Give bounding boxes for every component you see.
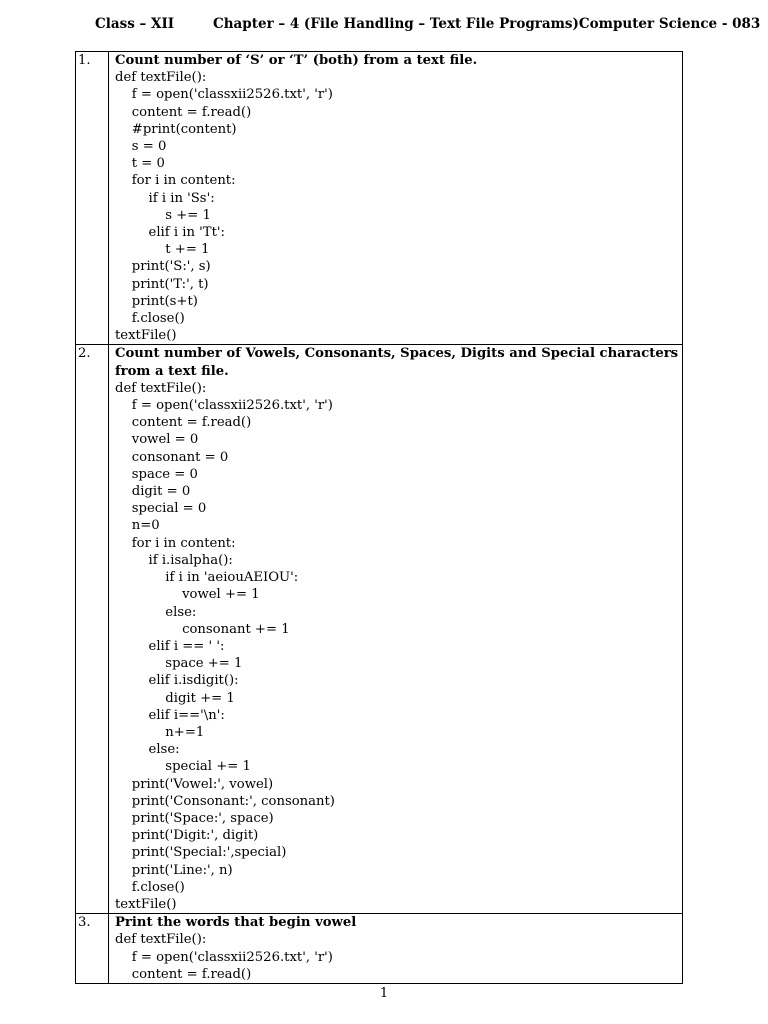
code-line: space += 1 xyxy=(115,656,243,672)
code-line: content = f.read() xyxy=(115,104,252,120)
chapter-label: Chapter – 4 (File Handling – Text File Programs)Computer Science - 083 xyxy=(213,16,761,32)
code-line: print('Space:', space) xyxy=(115,810,274,826)
code-line: content = f.read() xyxy=(115,415,252,431)
code-line: content = f.read() xyxy=(115,966,252,982)
code-line: for i in content: xyxy=(115,535,236,551)
code-line: t = 0 xyxy=(115,156,165,172)
page-header xyxy=(0,16,768,36)
code-line: vowel += 1 xyxy=(115,587,260,603)
question-title: Count number of ‘S’ or ‘T’ (both) from a text file. xyxy=(115,53,478,68)
code-line: n=0 xyxy=(115,518,160,534)
code-line: consonant += 1 xyxy=(115,621,290,637)
code-line: special += 1 xyxy=(115,759,251,775)
code-line: t += 1 xyxy=(115,242,210,258)
code-line: f = open('classxii2526.txt', 'r') xyxy=(115,398,333,414)
code-line: def textFile(): xyxy=(115,380,207,396)
code-line: if i.isalpha(): xyxy=(115,552,233,568)
code-line: f = open('classxii2526.txt', 'r') xyxy=(115,87,333,103)
question-number: 2. xyxy=(76,345,109,914)
code-line: f.close() xyxy=(115,311,185,327)
code-line: f = open('classxii2526.txt', 'r') xyxy=(115,949,333,965)
code-line: #print(content) xyxy=(115,121,237,137)
question-content xyxy=(109,914,683,984)
code-line: else: xyxy=(115,742,180,758)
page-number: 1 xyxy=(379,986,389,1001)
code-line: elif i=='\n': xyxy=(115,707,225,723)
code-line: vowel = 0 xyxy=(115,432,199,448)
code-line: print('Vowel:', vowel) xyxy=(115,776,274,792)
code-line: special = 0 xyxy=(115,501,207,517)
code-line: print('S:', s) xyxy=(115,259,211,275)
code-line: n+=1 xyxy=(115,724,205,740)
code-line: consonant = 0 xyxy=(115,449,229,465)
code-line: elif i == ' ': xyxy=(115,638,225,654)
question-title: Count number of Vowels, Consonants, Spaces, Digits and Special characters from a text file. xyxy=(115,346,679,379)
code-line: f.close() xyxy=(115,879,185,895)
code-line: textFile() xyxy=(115,896,177,912)
code-line: print('Consonant:', consonant) xyxy=(115,793,335,809)
code-line: digit = 0 xyxy=(115,484,191,500)
question-content xyxy=(109,345,683,914)
code-block xyxy=(115,931,682,983)
code-line: print('Special:',special) xyxy=(115,845,287,861)
code-line: elif i.isdigit(): xyxy=(115,673,239,689)
code-line: else: xyxy=(115,604,197,620)
code-line: if i in 'aeiouAEIOU': xyxy=(115,570,299,586)
code-block xyxy=(115,380,682,913)
code-line: s = 0 xyxy=(115,139,167,155)
code-line: elif i in 'Tt': xyxy=(115,225,225,241)
question-row xyxy=(76,52,683,345)
code-block xyxy=(115,69,682,344)
class-label: Class – XII xyxy=(95,16,175,32)
question-number: 1. xyxy=(76,52,109,345)
code-line: digit += 1 xyxy=(115,690,235,706)
question-title: Print the words that begin vowel xyxy=(115,915,357,931)
question-content xyxy=(109,52,683,345)
code-line: print('Digit:', digit) xyxy=(115,828,259,844)
question-number: 3. xyxy=(76,914,109,984)
code-line: textFile() xyxy=(115,328,177,344)
question-row xyxy=(76,914,683,984)
code-line: def textFile(): xyxy=(115,70,207,86)
code-line: print('T:', t) xyxy=(115,276,209,292)
code-line: s += 1 xyxy=(115,207,211,223)
code-line: space = 0 xyxy=(115,466,198,482)
programs-table xyxy=(75,51,683,984)
code-line: print('Line:', n) xyxy=(115,862,233,878)
code-line: def textFile(): xyxy=(115,932,207,948)
code-line: print(s+t) xyxy=(115,293,198,309)
question-row xyxy=(76,345,683,914)
code-line: if i in 'Ss': xyxy=(115,190,215,206)
code-line: for i in content: xyxy=(115,173,236,189)
